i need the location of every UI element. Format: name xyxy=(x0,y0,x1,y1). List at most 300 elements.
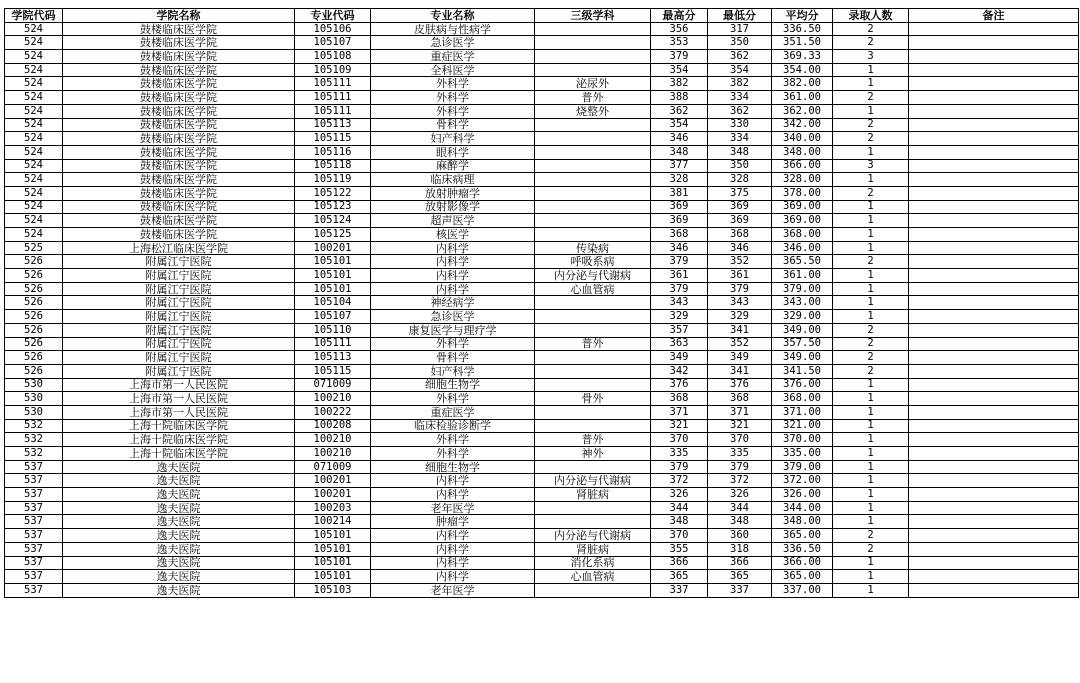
avg-score-cell: 368.00 xyxy=(772,228,833,242)
max-score-cell: 370 xyxy=(651,433,708,447)
admitted-count-cell: 1 xyxy=(833,501,909,515)
college-name-cell: 逸夫医院 xyxy=(63,460,295,474)
college-name-cell: 逸夫医院 xyxy=(63,529,295,543)
min-score-cell: 334 xyxy=(708,91,772,105)
subdiscipline-cell: 呼吸系病 xyxy=(535,255,651,269)
max-score-cell: 348 xyxy=(651,145,708,159)
header-row xyxy=(5,9,1079,23)
subdiscipline-cell: 骨外 xyxy=(535,392,651,406)
table-row xyxy=(5,364,1079,378)
admission-score-table xyxy=(4,8,1079,598)
college-code-cell: 524 xyxy=(5,104,63,118)
major-name-cell: 外科学 xyxy=(371,433,535,447)
college-code-cell: 524 xyxy=(5,118,63,132)
major-name-cell: 康复医学与理疗学 xyxy=(371,323,535,337)
major-name-cell: 全科医学 xyxy=(371,63,535,77)
max-score-cell: 346 xyxy=(651,241,708,255)
admitted-count-cell: 1 xyxy=(833,173,909,187)
major-name-cell: 神经病学 xyxy=(371,296,535,310)
admitted-count-cell: 1 xyxy=(833,145,909,159)
major-code-cell: 105116 xyxy=(295,145,371,159)
avg-score-cell: 362.00 xyxy=(772,104,833,118)
avg-score-cell: 335.00 xyxy=(772,447,833,461)
college-name-cell: 上海市第一人民医院 xyxy=(63,405,295,419)
max-score-cell: 376 xyxy=(651,378,708,392)
major-code-cell: 071009 xyxy=(295,378,371,392)
admitted-count-cell: 1 xyxy=(833,433,909,447)
max-score-cell: 335 xyxy=(651,447,708,461)
admitted-count-cell: 2 xyxy=(833,186,909,200)
admitted-count-cell: 1 xyxy=(833,378,909,392)
table-row xyxy=(5,269,1079,283)
college-code-cell: 524 xyxy=(5,22,63,36)
subdiscipline-cell xyxy=(535,378,651,392)
subdiscipline-cell xyxy=(535,501,651,515)
college-name-cell: 鼓楼临床医学院 xyxy=(63,214,295,228)
min-score-cell: 335 xyxy=(708,447,772,461)
max-score-cell: 377 xyxy=(651,159,708,173)
max-score-cell: 349 xyxy=(651,351,708,365)
avg-score-cell: 321.00 xyxy=(772,419,833,433)
remarks-cell xyxy=(909,63,1079,77)
college-code-cell: 526 xyxy=(5,310,63,324)
min-score-cell: 352 xyxy=(708,337,772,351)
college-code-cell: 526 xyxy=(5,282,63,296)
college-name-cell: 鼓楼临床医学院 xyxy=(63,63,295,77)
table-row xyxy=(5,118,1079,132)
college-code-cell: 524 xyxy=(5,50,63,64)
table-row xyxy=(5,474,1079,488)
major-name-cell: 肿瘤学 xyxy=(371,515,535,529)
subdiscipline-cell: 心血管病 xyxy=(535,570,651,584)
avg-score-cell: 369.33 xyxy=(772,50,833,64)
college-code-cell: 537 xyxy=(5,501,63,515)
college-code-cell: 526 xyxy=(5,269,63,283)
subdiscipline-cell xyxy=(535,173,651,187)
min-score-cell: 376 xyxy=(708,378,772,392)
college-name-cell: 鼓楼临床医学院 xyxy=(63,132,295,146)
major-code-cell: 100201 xyxy=(295,488,371,502)
college-name-cell: 逸夫医院 xyxy=(63,515,295,529)
admitted-count-cell: 1 xyxy=(833,460,909,474)
remarks-cell xyxy=(909,337,1079,351)
max-score-cell: 337 xyxy=(651,583,708,597)
remarks-cell xyxy=(909,529,1079,543)
avg-score-cell: 341.50 xyxy=(772,364,833,378)
remarks-cell xyxy=(909,159,1079,173)
admitted-count-cell: 1 xyxy=(833,241,909,255)
college-name-cell: 逸夫医院 xyxy=(63,583,295,597)
subdiscipline-cell: 消化系病 xyxy=(535,556,651,570)
avg-score-cell: 351.50 xyxy=(772,36,833,50)
major-name-cell: 妇产科学 xyxy=(371,132,535,146)
avg-score-cell: 376.00 xyxy=(772,378,833,392)
major-code-cell: 105101 xyxy=(295,269,371,283)
college-code-cell: 530 xyxy=(5,378,63,392)
max-score-cell: 369 xyxy=(651,214,708,228)
major-name-cell: 放射影像学 xyxy=(371,200,535,214)
max-score-cell: 344 xyxy=(651,501,708,515)
major-code-cell: 105111 xyxy=(295,104,371,118)
avg-score-cell: 357.50 xyxy=(772,337,833,351)
header-max-score: 最高分 xyxy=(651,9,708,23)
college-code-cell: 524 xyxy=(5,173,63,187)
subdiscipline-cell xyxy=(535,132,651,146)
college-name-cell: 鼓楼临床医学院 xyxy=(63,228,295,242)
major-name-cell: 内科学 xyxy=(371,488,535,502)
min-score-cell: 334 xyxy=(708,132,772,146)
table-row xyxy=(5,570,1079,584)
admitted-count-cell: 2 xyxy=(833,364,909,378)
avg-score-cell: 365.50 xyxy=(772,255,833,269)
min-score-cell: 360 xyxy=(708,529,772,543)
remarks-cell xyxy=(909,501,1079,515)
min-score-cell: 375 xyxy=(708,186,772,200)
header-min-score: 最低分 xyxy=(708,9,772,23)
max-score-cell: 379 xyxy=(651,50,708,64)
major-name-cell: 临床检验诊断学 xyxy=(371,419,535,433)
max-score-cell: 368 xyxy=(651,392,708,406)
admitted-count-cell: 2 xyxy=(833,529,909,543)
avg-score-cell: 336.50 xyxy=(772,542,833,556)
remarks-cell xyxy=(909,22,1079,36)
table-row xyxy=(5,351,1079,365)
major-name-cell: 内科学 xyxy=(371,542,535,556)
table-row xyxy=(5,63,1079,77)
major-code-cell: 105101 xyxy=(295,529,371,543)
avg-score-cell: 346.00 xyxy=(772,241,833,255)
major-code-cell: 100203 xyxy=(295,501,371,515)
admitted-count-cell: 2 xyxy=(833,337,909,351)
table-row xyxy=(5,529,1079,543)
min-score-cell: 346 xyxy=(708,241,772,255)
admitted-count-cell: 1 xyxy=(833,104,909,118)
table-row xyxy=(5,515,1079,529)
college-code-cell: 524 xyxy=(5,77,63,91)
college-code-cell: 524 xyxy=(5,159,63,173)
subdiscipline-cell xyxy=(535,50,651,64)
subdiscipline-cell xyxy=(535,323,651,337)
admitted-count-cell: 1 xyxy=(833,77,909,91)
min-score-cell: 321 xyxy=(708,419,772,433)
college-code-cell: 537 xyxy=(5,474,63,488)
major-name-cell: 老年医学 xyxy=(371,501,535,515)
college-name-cell: 上海十院临床医学院 xyxy=(63,419,295,433)
major-name-cell: 内科学 xyxy=(371,269,535,283)
major-code-cell: 105124 xyxy=(295,214,371,228)
table-row xyxy=(5,542,1079,556)
college-code-cell: 530 xyxy=(5,405,63,419)
max-score-cell: 365 xyxy=(651,570,708,584)
college-code-cell: 524 xyxy=(5,214,63,228)
max-score-cell: 363 xyxy=(651,337,708,351)
min-score-cell: 368 xyxy=(708,392,772,406)
avg-score-cell: 336.50 xyxy=(772,22,833,36)
subdiscipline-cell: 普外 xyxy=(535,433,651,447)
min-score-cell: 350 xyxy=(708,159,772,173)
college-code-cell: 526 xyxy=(5,323,63,337)
remarks-cell xyxy=(909,36,1079,50)
admitted-count-cell: 3 xyxy=(833,159,909,173)
college-name-cell: 附属江宁医院 xyxy=(63,310,295,324)
major-code-cell: 105107 xyxy=(295,310,371,324)
college-name-cell: 鼓楼临床医学院 xyxy=(63,104,295,118)
major-code-cell: 105118 xyxy=(295,159,371,173)
remarks-cell xyxy=(909,132,1079,146)
college-code-cell: 525 xyxy=(5,241,63,255)
major-name-cell: 细胞生物学 xyxy=(371,460,535,474)
major-code-cell: 105106 xyxy=(295,22,371,36)
min-score-cell: 369 xyxy=(708,214,772,228)
max-score-cell: 357 xyxy=(651,323,708,337)
admitted-count-cell: 2 xyxy=(833,36,909,50)
min-score-cell: 371 xyxy=(708,405,772,419)
college-code-cell: 526 xyxy=(5,255,63,269)
college-code-cell: 524 xyxy=(5,63,63,77)
table-row xyxy=(5,405,1079,419)
avg-score-cell: 337.00 xyxy=(772,583,833,597)
remarks-cell xyxy=(909,323,1079,337)
college-code-cell: 537 xyxy=(5,515,63,529)
subdiscipline-cell: 神外 xyxy=(535,447,651,461)
college-name-cell: 附属江宁医院 xyxy=(63,337,295,351)
subdiscipline-cell xyxy=(535,200,651,214)
remarks-cell xyxy=(909,77,1079,91)
major-name-cell: 超声医学 xyxy=(371,214,535,228)
max-score-cell: 321 xyxy=(651,419,708,433)
major-name-cell: 眼科学 xyxy=(371,145,535,159)
table-row xyxy=(5,378,1079,392)
college-name-cell: 附属江宁医院 xyxy=(63,269,295,283)
avg-score-cell: 361.00 xyxy=(772,269,833,283)
header-subdiscipline: 三级学科 xyxy=(535,9,651,23)
avg-score-cell: 379.00 xyxy=(772,282,833,296)
max-score-cell: 355 xyxy=(651,542,708,556)
college-code-cell: 526 xyxy=(5,351,63,365)
max-score-cell: 379 xyxy=(651,255,708,269)
college-code-cell: 524 xyxy=(5,145,63,159)
college-code-cell: 537 xyxy=(5,556,63,570)
major-name-cell: 放射肿瘤学 xyxy=(371,186,535,200)
avg-score-cell: 369.00 xyxy=(772,200,833,214)
major-code-cell: 105104 xyxy=(295,296,371,310)
max-score-cell: 379 xyxy=(651,460,708,474)
major-name-cell: 外科学 xyxy=(371,91,535,105)
min-score-cell: 349 xyxy=(708,351,772,365)
college-name-cell: 鼓楼临床医学院 xyxy=(63,173,295,187)
avg-score-cell: 366.00 xyxy=(772,159,833,173)
table-row xyxy=(5,132,1079,146)
subdiscipline-cell: 肾脏病 xyxy=(535,542,651,556)
avg-score-cell: 365.00 xyxy=(772,570,833,584)
subdiscipline-cell xyxy=(535,118,651,132)
min-score-cell: 382 xyxy=(708,77,772,91)
min-score-cell: 337 xyxy=(708,583,772,597)
remarks-cell xyxy=(909,200,1079,214)
major-name-cell: 外科学 xyxy=(371,104,535,118)
major-code-cell: 105113 xyxy=(295,351,371,365)
college-code-cell: 530 xyxy=(5,392,63,406)
college-code-cell: 526 xyxy=(5,337,63,351)
avg-score-cell: 349.00 xyxy=(772,323,833,337)
max-score-cell: 348 xyxy=(651,515,708,529)
remarks-cell xyxy=(909,50,1079,64)
subdiscipline-cell: 内分泌与代谢病 xyxy=(535,529,651,543)
table-row xyxy=(5,447,1079,461)
table-row xyxy=(5,419,1079,433)
table-row xyxy=(5,36,1079,50)
major-code-cell: 105101 xyxy=(295,282,371,296)
major-name-cell: 皮肤病与性病学 xyxy=(371,22,535,36)
subdiscipline-cell: 内分泌与代谢病 xyxy=(535,269,651,283)
major-code-cell: 100222 xyxy=(295,405,371,419)
college-code-cell: 537 xyxy=(5,529,63,543)
remarks-cell xyxy=(909,145,1079,159)
major-code-cell: 100214 xyxy=(295,515,371,529)
remarks-cell xyxy=(909,460,1079,474)
remarks-cell xyxy=(909,392,1079,406)
college-name-cell: 鼓楼临床医学院 xyxy=(63,118,295,132)
min-score-cell: 379 xyxy=(708,460,772,474)
remarks-cell xyxy=(909,310,1079,324)
min-score-cell: 368 xyxy=(708,228,772,242)
major-name-cell: 骨科学 xyxy=(371,351,535,365)
major-name-cell: 内科学 xyxy=(371,282,535,296)
remarks-cell xyxy=(909,515,1079,529)
major-code-cell: 105111 xyxy=(295,337,371,351)
table-row xyxy=(5,200,1079,214)
remarks-cell xyxy=(909,556,1079,570)
major-name-cell: 外科学 xyxy=(371,447,535,461)
admitted-count-cell: 1 xyxy=(833,488,909,502)
admitted-count-cell: 1 xyxy=(833,228,909,242)
max-score-cell: 382 xyxy=(651,77,708,91)
avg-score-cell: 348.00 xyxy=(772,145,833,159)
min-score-cell: 361 xyxy=(708,269,772,283)
major-code-cell: 100208 xyxy=(295,419,371,433)
college-code-cell: 524 xyxy=(5,200,63,214)
table-row xyxy=(5,501,1079,515)
admitted-count-cell: 1 xyxy=(833,63,909,77)
college-name-cell: 附属江宁医院 xyxy=(63,255,295,269)
remarks-cell xyxy=(909,447,1079,461)
major-code-cell: 105110 xyxy=(295,323,371,337)
max-score-cell: 346 xyxy=(651,132,708,146)
subdiscipline-cell xyxy=(535,145,651,159)
college-name-cell: 上海松江临床医学院 xyxy=(63,241,295,255)
college-name-cell: 鼓楼临床医学院 xyxy=(63,36,295,50)
max-score-cell: 356 xyxy=(651,22,708,36)
subdiscipline-cell xyxy=(535,159,651,173)
table-row xyxy=(5,310,1079,324)
major-name-cell: 急诊医学 xyxy=(371,36,535,50)
admitted-count-cell: 1 xyxy=(833,419,909,433)
table-row xyxy=(5,241,1079,255)
subdiscipline-cell: 心血管病 xyxy=(535,282,651,296)
major-name-cell: 骨科学 xyxy=(371,118,535,132)
avg-score-cell: 379.00 xyxy=(772,460,833,474)
college-code-cell: 537 xyxy=(5,460,63,474)
major-code-cell: 105113 xyxy=(295,118,371,132)
header-major-name: 专业名称 xyxy=(371,9,535,23)
remarks-cell xyxy=(909,583,1079,597)
college-name-cell: 鼓楼临床医学院 xyxy=(63,200,295,214)
header-major-code: 专业代码 xyxy=(295,9,371,23)
major-name-cell: 内科学 xyxy=(371,241,535,255)
remarks-cell xyxy=(909,474,1079,488)
min-score-cell: 366 xyxy=(708,556,772,570)
avg-score-cell: 354.00 xyxy=(772,63,833,77)
table-row xyxy=(5,145,1079,159)
major-name-cell: 麻醉学 xyxy=(371,159,535,173)
remarks-cell xyxy=(909,364,1079,378)
table-row xyxy=(5,159,1079,173)
min-score-cell: 379 xyxy=(708,282,772,296)
major-name-cell: 内科学 xyxy=(371,529,535,543)
table-row xyxy=(5,22,1079,36)
college-code-cell: 537 xyxy=(5,488,63,502)
table-row xyxy=(5,556,1079,570)
college-name-cell: 上海市第一人民医院 xyxy=(63,392,295,406)
subdiscipline-cell xyxy=(535,310,651,324)
avg-score-cell: 340.00 xyxy=(772,132,833,146)
avg-score-cell: 371.00 xyxy=(772,405,833,419)
major-code-cell: 071009 xyxy=(295,460,371,474)
college-name-cell: 附属江宁医院 xyxy=(63,296,295,310)
min-score-cell: 344 xyxy=(708,501,772,515)
admitted-count-cell: 1 xyxy=(833,405,909,419)
remarks-cell xyxy=(909,282,1079,296)
avg-score-cell: 368.00 xyxy=(772,392,833,406)
major-code-cell: 105103 xyxy=(295,583,371,597)
major-name-cell: 细胞生物学 xyxy=(371,378,535,392)
admitted-count-cell: 1 xyxy=(833,269,909,283)
major-code-cell: 105111 xyxy=(295,77,371,91)
remarks-cell xyxy=(909,419,1079,433)
subdiscipline-cell: 普外 xyxy=(535,91,651,105)
subdiscipline-cell xyxy=(535,36,651,50)
remarks-cell xyxy=(909,296,1079,310)
major-name-cell: 核医学 xyxy=(371,228,535,242)
major-code-cell: 100210 xyxy=(295,433,371,447)
remarks-cell xyxy=(909,405,1079,419)
min-score-cell: 328 xyxy=(708,173,772,187)
table-row xyxy=(5,104,1079,118)
min-score-cell: 341 xyxy=(708,323,772,337)
max-score-cell: 329 xyxy=(651,310,708,324)
college-name-cell: 鼓楼临床医学院 xyxy=(63,145,295,159)
max-score-cell: 379 xyxy=(651,282,708,296)
max-score-cell: 366 xyxy=(651,556,708,570)
avg-score-cell: 326.00 xyxy=(772,488,833,502)
college-name-cell: 附属江宁医院 xyxy=(63,351,295,365)
college-name-cell: 鼓楼临床医学院 xyxy=(63,50,295,64)
admitted-count-cell: 1 xyxy=(833,474,909,488)
college-name-cell: 鼓楼临床医学院 xyxy=(63,186,295,200)
max-score-cell: 370 xyxy=(651,529,708,543)
college-code-cell: 532 xyxy=(5,447,63,461)
college-name-cell: 上海市第一人民医院 xyxy=(63,378,295,392)
max-score-cell: 388 xyxy=(651,91,708,105)
max-score-cell: 381 xyxy=(651,186,708,200)
college-code-cell: 537 xyxy=(5,542,63,556)
min-score-cell: 329 xyxy=(708,310,772,324)
table-row xyxy=(5,488,1079,502)
major-code-cell: 100210 xyxy=(295,392,371,406)
major-code-cell: 105101 xyxy=(295,570,371,584)
avg-score-cell: 329.00 xyxy=(772,310,833,324)
remarks-cell xyxy=(909,118,1079,132)
